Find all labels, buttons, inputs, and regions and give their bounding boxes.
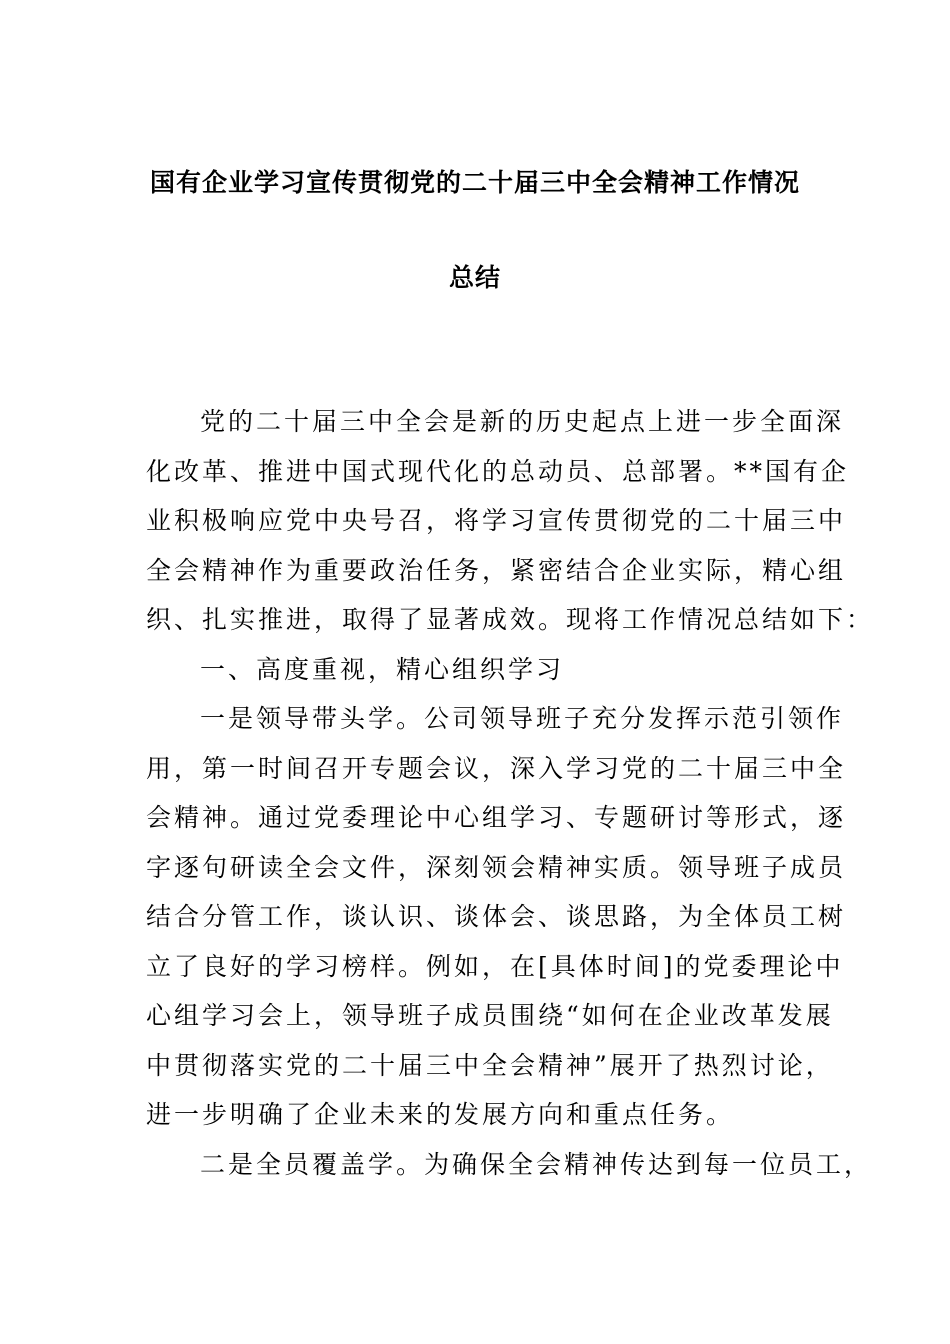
paragraph-intro-line: 织、扎实推进，取得了显著成效。现将工作情况总结如下： [146,605,875,634]
section-heading: 一、高度重视，精心组织学习 [200,654,565,684]
paragraph-intro-line: 全会精神作为重要政治任务，紧密结合企业实际，精心组 [146,555,847,585]
paragraph-leaders-line: 立了良好的学习榜样。例如，在[具体时间]的党委理论中 [146,951,844,981]
document-body [146,397,875,1189]
paragraph-leaders-line: 结合分管工作，谈认识、谈体会、谈思路，为全体员工树 [146,902,847,931]
paragraph-leaders-line: 进一步明确了企业未来的发展方向和重点任务。 [146,1100,735,1129]
document-title: 国有企业学习宣传贯彻党的二十届三中全会精神工作情况 [149,168,800,197]
paragraph-intro-line: 业积极响应党中央号召，将学习宣传贯彻党的二十届三中 [146,506,847,535]
paragraph-leaders-line: 中贯彻落实党的二十届三中全会精神”展开了热烈讨论， [146,1050,834,1080]
paragraph-intro-line: 党的二十届三中全会是新的历史起点上进一步全面深 [200,407,845,436]
paragraph-leaders-line: 字逐句研读全会文件，深刻领会精神实质。领导班子成员 [146,852,847,882]
paragraph-leaders-line: 心组学习会上，领导班子成员围绕“如何在企业改革发展 [146,1001,834,1030]
paragraph-intro-line: 化改革、推进中国式现代化的总动员、总部署。**国有企 [146,456,850,486]
paragraph-leaders-line: 用，第一时间召开专题会议，深入学习党的二十届三中全 [146,753,847,783]
paragraph-leaders-line: 一是领导带头学。公司领导班子充分发挥示范引领作 [200,704,845,733]
document-title-continuation: 总结 [448,263,501,292]
paragraph-leaders-line: 会精神。通过党委理论中心组学习、专题研讨等形式，逐 [146,803,847,832]
paragraph-all-staff-line: 二是全员覆盖学。为确保全会精神传达到每一位员工， [200,1149,873,1179]
